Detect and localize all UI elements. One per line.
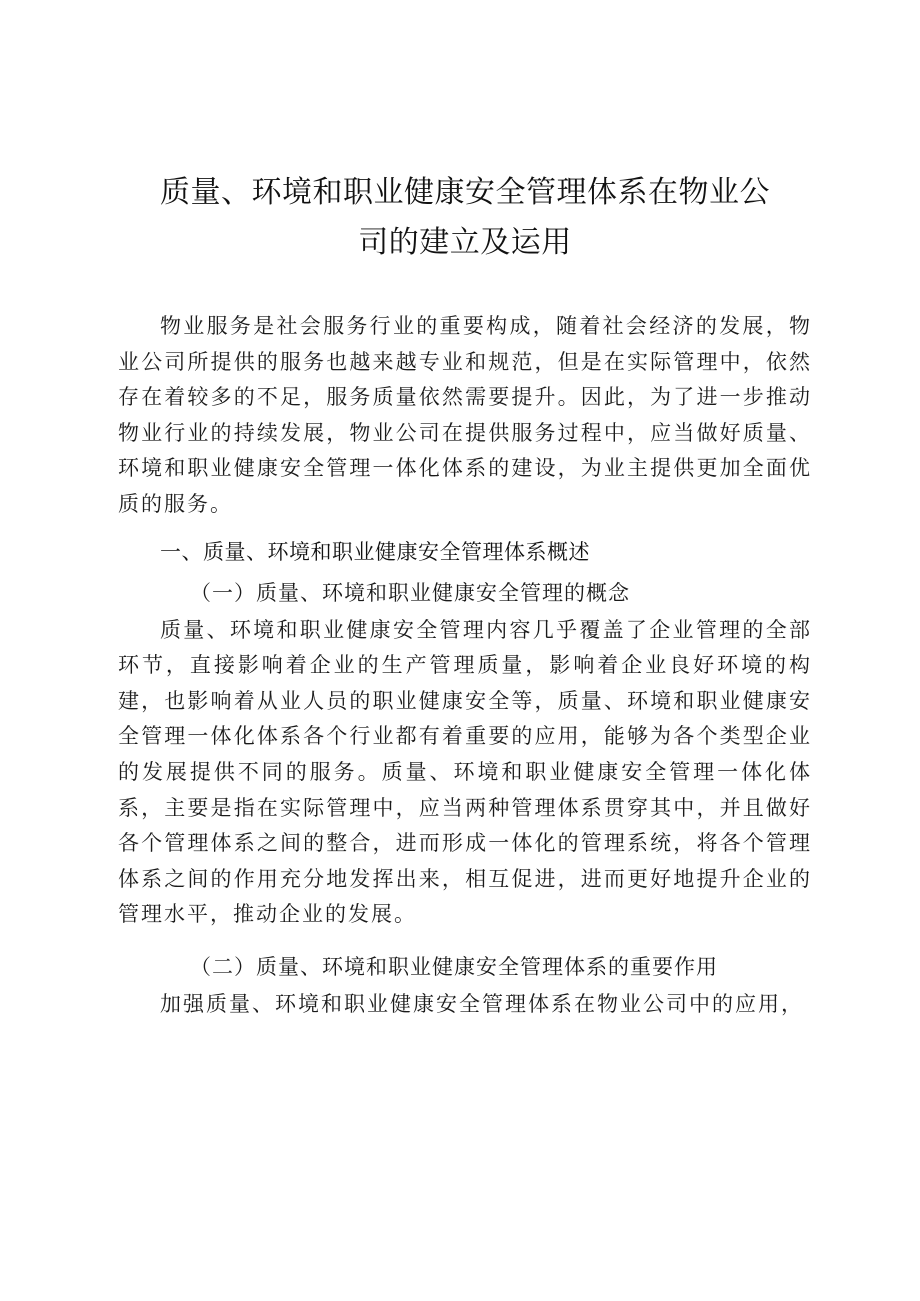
intro-paragraph: 物业服务是社会服务行业的重要构成，随着社会经济的发展，物业公司所提供的服务也越来越专业和规范，但是在实际管理中，依然存在着较多的不足，服务质量依然需要提升。因此，为了进一步推动物业行业的持续发展，物业公司在提供服务过程中，应当做好质量、环境和职业健康安全管理一体化体系的建设，为业主提供更加全面优质的服务。 [118, 314, 812, 516]
subsection-2-paragraph: 加强质量、环境和职业健康安全管理体系在物业公司中的应用， [160, 991, 804, 1016]
document-title-line-1: 质量、环境和职业健康安全管理体系在物业公 [160, 175, 770, 210]
subsection-1-heading: （一）质量、环境和职业健康安全管理的概念 [190, 580, 630, 605]
subsection-2-heading: （二）质量、环境和职业健康安全管理体系的重要作用 [190, 954, 718, 979]
document-title-line-2: 司的建立及运用 [358, 225, 572, 260]
document-title [120, 168, 810, 268]
spacer [118, 933, 812, 947]
document-body [118, 309, 812, 1023]
section-1-heading: 一、质量、环境和职业健康安全管理体系概述 [160, 539, 590, 564]
subsection-1-paragraph: 质量、环境和职业健康安全管理内容几乎覆盖了企业管理的全部环节，直接影响着企业的生产管理质量，影响着企业良好环境的构建，也影响着从业人员的职业健康安全等，质量、环境和职业健康安全管理一体化体系各个行业都有着重要的应用，能够为各个类型企业的发展提供不同的服务。质量、环境和职业健康安全管理一体化体系，主要是指在实际管理中，应当两种管理体系贯穿其中，并且做好各个管理体系之间的整合，进而形成一体化的管理系统，将各个管理体系之间的作用充分地发挥出来，相互促进，进而更好地提升企业的管理水平，推动企业的发展。 [118, 617, 812, 927]
spacer [118, 523, 812, 531]
